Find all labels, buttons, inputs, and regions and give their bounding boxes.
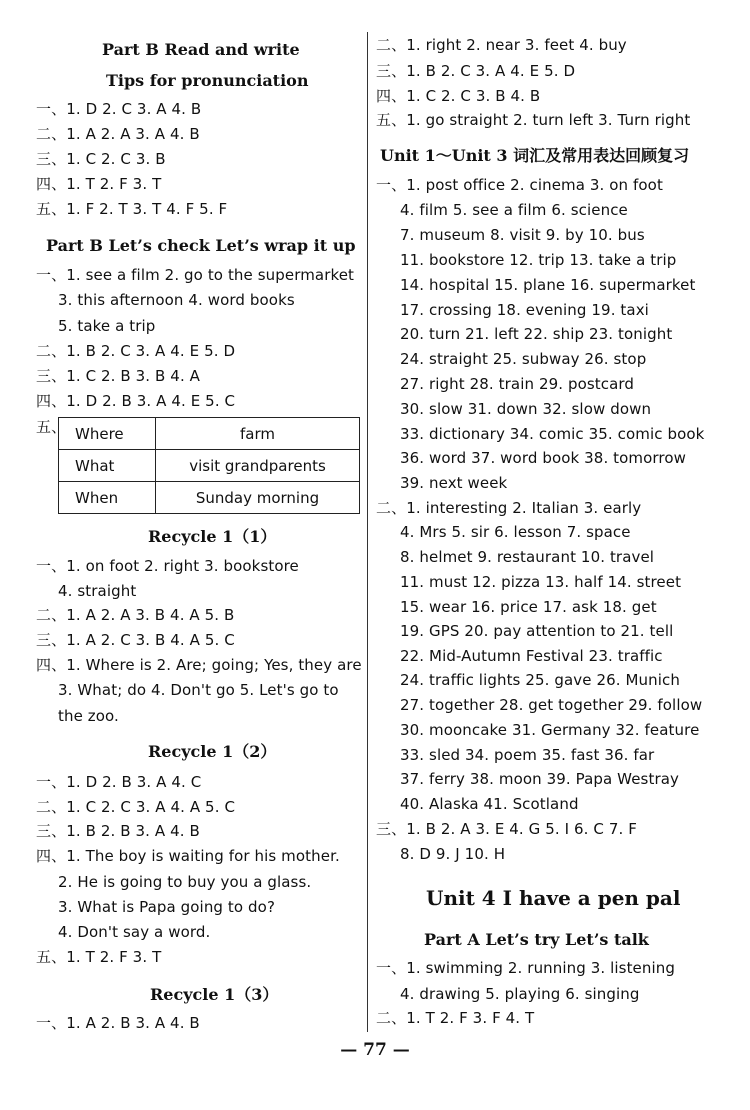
section-heading: Part A Let’s try Let’s talk — [424, 930, 649, 949]
answer-line: 40. Alaska 41. Scotland — [400, 795, 579, 813]
answer-line: 19. GPS 20. pay attention to 21. tell — [400, 622, 674, 640]
table-key: What — [59, 450, 156, 482]
table-row — [59, 482, 360, 514]
answer-line: 三、1. A 2. C 3. B 4. A 5. C — [36, 631, 235, 649]
table-row — [59, 450, 360, 482]
answer-line: 20. turn 21. left 22. ship 23. tonight — [400, 325, 673, 343]
section-heading: Tips for pronunciation — [106, 71, 309, 90]
answer-line: 17. crossing 18. evening 19. taxi — [400, 301, 649, 319]
answer-line: 27. right 28. train 29. postcard — [400, 375, 635, 393]
answer-line: 三、1. B 2. B 3. A 4. B — [36, 822, 200, 840]
answer-line: 二、1. right 2. near 3. feet 4. buy — [376, 36, 627, 54]
section-heading: Unit 1～Unit 3 词汇及常用表达回顾复习 — [380, 146, 690, 165]
answer-line: 一、1. A 2. B 3. A 4. B — [36, 1014, 200, 1032]
answer-line: 4. Mrs 5. sir 6. lesson 7. space — [400, 523, 631, 541]
answer-line: 五、 — [36, 418, 67, 436]
answer-line: 30. slow 31. down 32. slow down — [400, 400, 652, 418]
section-heading: Part B Read and write — [102, 40, 300, 59]
answer-line: 二、1. T 2. F 3. F 4. T — [376, 1009, 535, 1027]
answer-line: 24. traffic lights 25. gave 26. Munich — [400, 671, 680, 689]
answer-line: 8. D 9. J 10. H — [400, 845, 506, 863]
table-value: farm — [156, 418, 360, 450]
answer-line: 四、1. D 2. B 3. A 4. E 5. C — [36, 392, 236, 410]
section-heading: Recycle 1（1） — [148, 527, 277, 546]
answer-line: 37. ferry 38. moon 39. Papa Westray — [400, 770, 679, 788]
answer-line: 四、1. C 2. C 3. B 4. B — [376, 87, 541, 105]
answer-line: 33. sled 34. poem 35. fast 36. far — [400, 746, 655, 764]
answer-line: 8. helmet 9. restaurant 10. travel — [400, 548, 655, 566]
answer-line: 4. film 5. see a film 6. science — [400, 201, 628, 219]
answer-line: 二、1. interesting 2. Italian 3. early — [376, 499, 642, 517]
answer-line: 3. What; do 4. Don't go 5. Let's go to — [58, 681, 339, 699]
answer-line: 三、1. B 2. C 3. A 4. E 5. D — [376, 62, 576, 80]
column-divider — [367, 32, 368, 1032]
answer-line: 3. this afternoon 4. word books — [58, 291, 295, 309]
answer-line: 27. together 28. get together 29. follow — [400, 696, 703, 714]
answer-line: the zoo. — [58, 707, 119, 725]
answer-line: 5. take a trip — [58, 317, 156, 335]
answer-line: 三、1. B 2. A 3. E 4. G 5. I 6. C 7. F — [376, 820, 637, 838]
answer-line: 4. drawing 5. playing 6. singing — [400, 985, 640, 1003]
answer-line: 36. word 37. word book 38. tomorrow — [400, 449, 687, 467]
answer-line: 一、1. on foot 2. right 3. bookstore — [36, 557, 299, 575]
answer-line: 24. straight 25. subway 26. stop — [400, 350, 647, 368]
section-heading: Recycle 1（3） — [150, 985, 279, 1004]
answer-line: 五、1. T 2. F 3. T — [36, 948, 162, 966]
section-heading: Recycle 1（2） — [148, 742, 277, 761]
answer-line: 3. What is Papa going to do? — [58, 898, 276, 916]
answer-line: 11. bookstore 12. trip 13. take a trip — [400, 251, 677, 269]
answer-line: 二、1. B 2. C 3. A 4. E 5. D — [36, 342, 236, 360]
answer-line: 四、1. T 2. F 3. T — [36, 175, 162, 193]
answer-line: 22. Mid-Autumn Festival 23. traffic — [400, 647, 663, 665]
answer-line: 二、1. A 2. A 3. B 4. A 5. B — [36, 606, 235, 624]
answer-line: 一、1. D 2. B 3. A 4. C — [36, 773, 202, 791]
answer-line: 15. wear 16. price 17. ask 18. get — [400, 598, 657, 616]
answer-line: 4. straight — [58, 582, 137, 600]
answer-line: 一、1. post office 2. cinema 3. on foot — [376, 176, 663, 194]
answer-line: 30. mooncake 31. Germany 32. feature — [400, 721, 700, 739]
answer-line: 三、1. C 2. C 3. B — [36, 150, 166, 168]
table-key: When — [59, 482, 156, 514]
page-number: — 77 — — [340, 1040, 410, 1060]
answer-line: 一、1. see a film 2. go to the supermarket — [36, 266, 355, 284]
answer-line: 39. next week — [400, 474, 508, 492]
answer-line: 四、1. The boy is waiting for his mother. — [36, 847, 340, 865]
answer-line: 二、1. A 2. A 3. A 4. B — [36, 125, 200, 143]
answer-line: 4. Don't say a word. — [58, 923, 211, 941]
answer-line: 14. hospital 15. plane 16. supermarket — [400, 276, 696, 294]
answer-line: 一、1. swimming 2. running 3. listening — [376, 959, 675, 977]
table-row — [59, 418, 360, 450]
table-key: Where — [59, 418, 156, 450]
answer-line: 7. museum 8. visit 9. by 10. bus — [400, 226, 645, 244]
table-value: visit grandparents — [156, 450, 360, 482]
answer-line: 11. must 12. pizza 13. half 14. street — [400, 573, 682, 591]
section-heading: Part B Let’s check Let’s wrap it up — [46, 236, 356, 255]
answer-line: 五、1. F 2. T 3. T 4. F 5. F — [36, 200, 228, 218]
answer-line: 一、1. D 2. C 3. A 4. B — [36, 100, 202, 118]
answer-line: 2. He is going to buy you a glass. — [58, 873, 312, 891]
info-table — [58, 417, 360, 514]
table-value: Sunday morning — [156, 482, 360, 514]
answer-line: 33. dictionary 34. comic 35. comic book — [400, 425, 705, 443]
answer-line: 三、1. C 2. B 3. B 4. A — [36, 367, 201, 385]
answer-line: 四、1. Where is 2. Are; going; Yes, they are — [36, 656, 362, 674]
section-heading: Unit 4 I have a pen pal — [426, 886, 681, 910]
answer-line: 五、1. go straight 2. turn left 3. Turn right — [376, 111, 691, 129]
answer-line: 二、1. C 2. C 3. A 4. A 5. C — [36, 798, 236, 816]
